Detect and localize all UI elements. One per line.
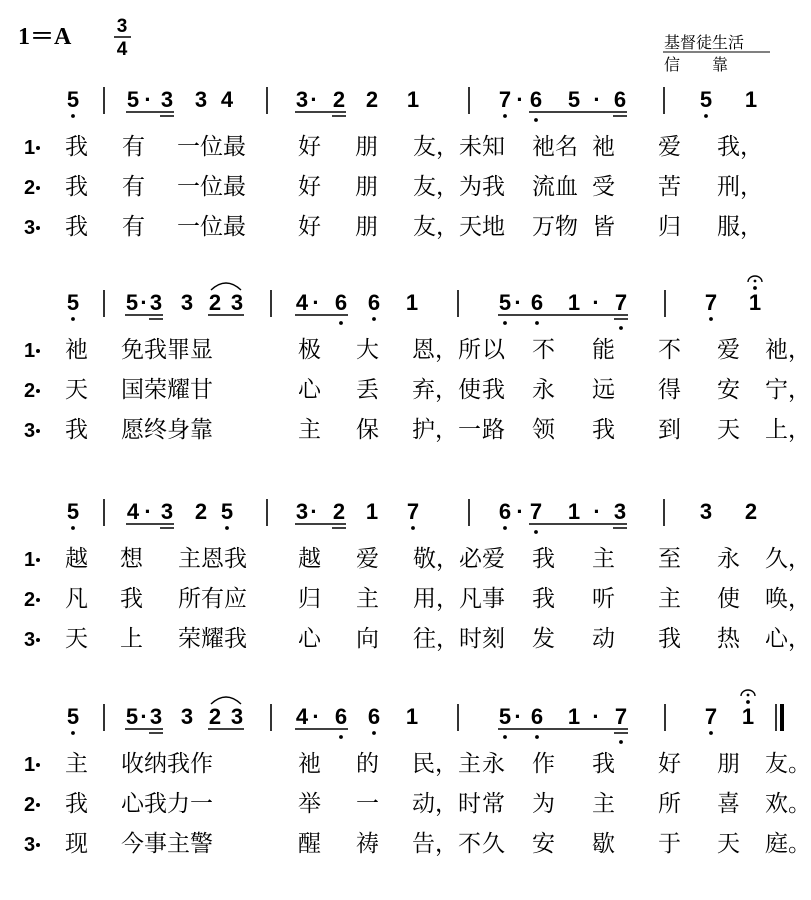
octave-dot-low [534, 118, 538, 122]
verse-line [24, 626, 811, 652]
lyric-syllable: 国荣耀甘 [121, 377, 213, 403]
lyric-syllable: 常 [482, 791, 505, 817]
lyric-syllable: 刑， [717, 174, 763, 200]
note-1: 1 [567, 290, 581, 315]
time-signature-top: 3 [116, 16, 128, 37]
lyric-syllable: 久， [765, 546, 811, 572]
lyric-syllable: 天 [65, 377, 88, 403]
lyric-syllable: 一位最 [177, 134, 246, 160]
note-1: 1 [405, 704, 419, 729]
note-1: 1 [744, 87, 758, 112]
note-5: 5 [498, 704, 512, 729]
note-5: 5 [66, 290, 80, 315]
verse-number: 3 [24, 834, 36, 856]
octave-dot-low [534, 530, 538, 534]
augmentation-dot: · [514, 704, 522, 729]
lyric-syllable: 我， [717, 134, 763, 160]
note-4: 4 [220, 87, 234, 112]
note-3: 3 [613, 499, 627, 524]
lyric-syllable: 天 [65, 626, 88, 652]
verse-number-dot [36, 186, 40, 190]
note-5: 5 [125, 290, 139, 315]
lyric-syllable: 好 [298, 174, 321, 200]
lyric-syllable: 友。 [765, 751, 811, 777]
lyric-syllable: 我 [65, 174, 88, 200]
augmentation-dot: · [516, 499, 524, 524]
lyric-syllable: 好 [658, 751, 681, 777]
verse-number: 3 [24, 420, 36, 442]
augmentation-dot: · [514, 290, 522, 315]
verse-number: 1 [24, 754, 36, 776]
lyric-syllable: 远 [592, 377, 615, 403]
lyric-syllable: 所有应 [178, 586, 247, 612]
note-2: 2 [332, 87, 346, 112]
lyric-syllable: 心， [765, 626, 811, 652]
note-6: 6 [334, 290, 348, 315]
lyric-syllable: 皆 [592, 214, 615, 240]
note-5: 5 [498, 290, 512, 315]
note-2: 2 [208, 704, 222, 729]
lyric-syllable: 现 [65, 831, 88, 857]
lyric-syllable: 至 [658, 546, 681, 572]
note-5: 5 [567, 87, 581, 112]
note-7: 7 [529, 499, 543, 524]
verse-line [24, 174, 763, 200]
lyric-syllable: 我 [532, 546, 555, 572]
lyric-syllable: 主 [658, 586, 681, 612]
lyric-syllable: 天 [717, 831, 740, 857]
lyric-syllable: 大 [356, 337, 379, 363]
lyric-syllable: 作 [532, 751, 555, 777]
lyric-syllable: 我 [120, 586, 143, 612]
lyric-syllable: 欢。 [765, 791, 811, 817]
lyric-syllable: 我 [65, 134, 88, 160]
lyric-syllable: 弃，使 [412, 377, 481, 403]
octave-dot-low [339, 321, 343, 325]
octave-dot-low [71, 317, 75, 321]
lyric-syllable: 一 [356, 791, 379, 817]
lyric-syllable: 有 [122, 214, 145, 240]
note-7: 7 [614, 704, 628, 729]
lyric-syllable: 我 [658, 626, 681, 652]
lyric-syllable: 丢 [356, 377, 379, 403]
lyric-syllable: 为 [532, 791, 555, 817]
verse-line [24, 791, 811, 817]
note-6: 6 [334, 704, 348, 729]
slur [211, 283, 241, 290]
score-header [18, 16, 770, 74]
lyric-syllable: 朋 [355, 134, 378, 160]
octave-dot-low [372, 317, 376, 321]
octave-dot-low [411, 526, 415, 530]
octave-dot-low [225, 526, 229, 530]
note-6: 6 [530, 290, 544, 315]
verse-line [24, 337, 811, 363]
lyric-syllable: 动 [592, 626, 615, 652]
lyric-syllable: 友，为 [413, 174, 482, 200]
verse-number: 2 [24, 794, 36, 816]
lyric-syllable: 路 [482, 417, 505, 443]
octave-dot-low [709, 731, 713, 735]
lyric-syllable: 我 [482, 174, 505, 200]
note-3: 3 [160, 87, 174, 112]
lyric-syllable: 祂 [592, 134, 615, 160]
lyric-syllable: 愿终身靠 [121, 417, 213, 443]
octave-dot-low [619, 326, 623, 330]
verse-number-dot [36, 763, 40, 767]
lyric-syllable: 以 [482, 337, 505, 363]
octave-dot-high [753, 286, 757, 290]
verse-number-dot [36, 598, 40, 602]
lyric-syllable: 归 [298, 586, 321, 612]
lyric-syllable: 今事主警 [121, 831, 213, 857]
lyric-syllable: 有 [122, 174, 145, 200]
lyric-syllable: 敬，必 [413, 546, 482, 572]
time-signature-bottom: 4 [116, 39, 128, 60]
lyric-syllable: 主 [65, 751, 88, 777]
note-3: 3 [160, 499, 174, 524]
lyric-syllable: 民，主 [412, 751, 481, 777]
octave-dot-low [71, 731, 75, 735]
octave-dot-low [535, 321, 539, 325]
lyric-syllable: 我 [65, 417, 88, 443]
note-4: 4 [126, 499, 140, 524]
note-6: 6 [498, 499, 512, 524]
lyric-syllable: 向 [356, 626, 379, 652]
lyric-syllable: 地 [482, 214, 505, 240]
lyric-syllable: 不 [532, 337, 555, 363]
lyric-syllable: 知 [482, 134, 505, 160]
verse-number: 2 [24, 589, 36, 611]
lyric-syllable: 祂 [298, 751, 321, 777]
lyric-syllable: 事 [482, 586, 505, 612]
lyric-syllable: 永 [717, 546, 740, 572]
note-4: 4 [295, 290, 309, 315]
note-2: 2 [744, 499, 758, 524]
fermata-dot [747, 694, 750, 697]
octave-dot-low [503, 114, 507, 118]
octave-dot-low [704, 114, 708, 118]
note-2: 2 [365, 87, 379, 112]
lyric-syllable: 主 [298, 417, 321, 443]
lyric-syllable: 友，未 [413, 134, 482, 160]
lyric-syllable: 的 [356, 751, 379, 777]
lyric-syllable: 热 [717, 626, 740, 652]
verse-number-dot [36, 558, 40, 562]
augmentation-dot: · [140, 704, 148, 729]
lyric-syllable: 一位最 [177, 174, 246, 200]
note-1: 1 [406, 87, 420, 112]
augmentation-dot: · [140, 290, 148, 315]
augmentation-dot: · [310, 87, 318, 112]
verse-number-dot [36, 638, 40, 642]
lyric-syllable: 刻 [482, 626, 505, 652]
verse-line [24, 134, 763, 160]
note-6: 6 [530, 704, 544, 729]
lyric-syllable: 服， [717, 214, 763, 240]
lyric-syllable: 唤， [765, 586, 811, 612]
note-5: 5 [699, 87, 713, 112]
lyric-syllable: 于 [658, 831, 681, 857]
note-7: 7 [704, 704, 718, 729]
note-2: 2 [332, 499, 346, 524]
lyric-syllable: 动，时 [412, 791, 481, 817]
octave-dot-low [709, 317, 713, 321]
note-6: 6 [367, 704, 381, 729]
lyric-syllable: 不 [658, 337, 681, 363]
lyric-syllable: 祂 [65, 337, 88, 363]
augmentation-dot: · [312, 290, 320, 315]
lyric-syllable: 恩，所 [412, 337, 481, 363]
note-2: 2 [194, 499, 208, 524]
note-4: 4 [295, 704, 309, 729]
lyric-syllable: 收纳我作 [121, 751, 213, 777]
lyric-syllable: 爱 [658, 134, 681, 160]
lyric-syllable: 用，凡 [413, 586, 482, 612]
verse-number-dot [36, 146, 40, 150]
score-system [24, 276, 811, 443]
lyric-syllable: 越 [298, 546, 321, 572]
note-1: 1 [405, 290, 419, 315]
note-7: 7 [614, 290, 628, 315]
octave-dot-low [71, 114, 75, 118]
verse-number-dot [36, 349, 40, 353]
lyric-syllable: 到 [658, 417, 681, 443]
augmentation-dot: · [592, 704, 600, 729]
lyric-syllable: 流血 [532, 174, 578, 200]
note-3: 3 [149, 704, 163, 729]
note-5: 5 [125, 704, 139, 729]
lyric-syllable: 庭。 [765, 831, 811, 857]
lyric-syllable: 主 [592, 546, 615, 572]
lyric-syllable: 朋 [355, 174, 378, 200]
lyric-syllable: 天 [717, 417, 740, 443]
note-7: 7 [498, 87, 512, 112]
lyric-syllable: 保 [356, 417, 379, 443]
slur [211, 697, 241, 704]
lyric-syllable: 万物 [532, 214, 578, 240]
lyric-syllable: 免我罪显 [121, 337, 213, 363]
lyric-syllable: 宁， [765, 377, 811, 403]
note-3: 3 [149, 290, 163, 315]
lyric-syllable: 告，不 [412, 831, 481, 857]
augmentation-dot: · [593, 499, 601, 524]
verse-line [24, 546, 811, 572]
note-1: 1 [567, 704, 581, 729]
augmentation-dot: · [592, 290, 600, 315]
note-7: 7 [704, 290, 718, 315]
note-1: 1 [567, 499, 581, 524]
augmentation-dot: · [593, 87, 601, 112]
note-3: 3 [699, 499, 713, 524]
lyric-syllable: 安 [532, 831, 555, 857]
lyric-syllable: 久 [482, 831, 505, 857]
lyric-syllable: 护，一 [412, 417, 481, 443]
note-3: 3 [295, 499, 309, 524]
lyric-syllable: 好 [298, 214, 321, 240]
note-3: 3 [180, 704, 194, 729]
note-3: 3 [194, 87, 208, 112]
lyric-syllable: 受 [592, 174, 615, 200]
lyric-syllable: 得 [658, 377, 681, 403]
lyric-syllable: 心 [298, 377, 321, 403]
lyric-syllable: 爱 [356, 546, 379, 572]
note-3: 3 [230, 704, 244, 729]
lyric-syllable: 好 [298, 134, 321, 160]
verse-line [24, 831, 811, 857]
verse-number-dot [36, 843, 40, 847]
lyric-syllable: 祂， [765, 337, 811, 363]
note-6: 6 [529, 87, 543, 112]
verse-line [24, 417, 811, 443]
lyric-syllable: 醒 [298, 831, 321, 857]
verse-line [24, 751, 811, 777]
lyric-syllable: 往，时 [413, 626, 482, 652]
lyric-syllable: 我 [65, 791, 88, 817]
note-5: 5 [126, 87, 140, 112]
verse-line [24, 377, 811, 403]
tune-name: 信 靠 [664, 55, 729, 74]
lyric-syllable: 祷 [356, 831, 379, 857]
lyric-syllable: 朋 [717, 751, 740, 777]
lyric-syllable: 领 [532, 417, 555, 443]
lyric-syllable: 心我力一 [121, 791, 213, 817]
lyric-syllable: 归 [658, 214, 681, 240]
lyric-syllable: 能 [592, 337, 615, 363]
lyric-syllable: 听 [592, 586, 615, 612]
octave-dot-low [503, 321, 507, 325]
verse-line [24, 586, 811, 612]
note-3: 3 [180, 290, 194, 315]
lyric-syllable: 我 [592, 751, 615, 777]
lyric-syllable: 友，天 [413, 214, 482, 240]
note-5: 5 [66, 704, 80, 729]
octave-dot-low [503, 526, 507, 530]
lyric-syllable: 歇 [592, 831, 615, 857]
augmentation-dot: · [144, 87, 152, 112]
source-credit: 基督徒生活 [664, 33, 745, 52]
lyric-syllable: 我 [482, 377, 505, 403]
lyric-syllable: 有 [122, 134, 145, 160]
fermata-dot [754, 280, 757, 283]
augmentation-dot: · [516, 87, 524, 112]
note-5: 5 [66, 499, 80, 524]
verse-number: 3 [24, 629, 36, 651]
lyric-syllable: 苦 [658, 174, 681, 200]
score-system [24, 87, 763, 240]
augmentation-dot: · [312, 704, 320, 729]
note-3: 3 [295, 87, 309, 112]
octave-dot-high [746, 700, 750, 704]
verse-number: 1 [24, 137, 36, 159]
lyric-syllable: 上， [765, 417, 811, 443]
note-3: 3 [230, 290, 244, 315]
verse-number-dot [36, 226, 40, 230]
verse-line [24, 214, 763, 240]
lyric-syllable: 心 [298, 626, 321, 652]
verse-number-dot [36, 803, 40, 807]
lyric-syllable: 极 [298, 337, 321, 363]
score-systems [24, 87, 811, 857]
lyric-syllable: 想 [120, 546, 143, 572]
verse-number: 3 [24, 217, 36, 239]
lyric-syllable: 发 [532, 626, 555, 652]
lyric-syllable: 所 [658, 791, 681, 817]
lyric-syllable: 爱 [717, 337, 740, 363]
augmentation-dot: · [310, 499, 318, 524]
note-7: 7 [406, 499, 420, 524]
note-5: 5 [66, 87, 80, 112]
lyric-syllable: 我 [65, 214, 88, 240]
verse-number: 2 [24, 380, 36, 402]
lyric-syllable: 永 [532, 377, 555, 403]
score-system [24, 690, 811, 857]
lyric-syllable: 越 [65, 546, 88, 572]
verse-number: 1 [24, 549, 36, 571]
lyric-syllable: 祂名 [532, 134, 578, 160]
octave-dot-low [535, 735, 539, 739]
lyric-syllable: 使 [717, 586, 740, 612]
lyric-syllable: 喜 [717, 791, 740, 817]
lyric-syllable: 安 [717, 377, 740, 403]
lyric-syllable: 我 [532, 586, 555, 612]
lyric-syllable: 主 [356, 586, 379, 612]
note-6: 6 [367, 290, 381, 315]
lyric-syllable: 永 [482, 751, 505, 777]
lyric-syllable: 我 [592, 417, 615, 443]
note-2: 2 [208, 290, 222, 315]
octave-dot-low [372, 731, 376, 735]
score-system [24, 499, 811, 652]
lyric-syllable: 上 [120, 626, 143, 652]
note-6: 6 [613, 87, 627, 112]
lyric-syllable: 举 [298, 791, 321, 817]
verse-number-dot [36, 389, 40, 393]
octave-dot-low [619, 740, 623, 744]
note-1: 1 [748, 290, 762, 315]
octave-dot-low [503, 735, 507, 739]
augmentation-dot: · [144, 499, 152, 524]
note-1: 1 [741, 704, 755, 729]
key-signature: 1＝A [18, 24, 72, 50]
lyric-syllable: 凡 [65, 586, 88, 612]
lyric-syllable: 主恩我 [178, 546, 247, 572]
lyric-syllable: 一位最 [177, 214, 246, 240]
note-5: 5 [220, 499, 234, 524]
octave-dot-low [71, 526, 75, 530]
octave-dot-low [339, 735, 343, 739]
lyric-syllable: 朋 [355, 214, 378, 240]
verse-number: 2 [24, 177, 36, 199]
verse-number: 1 [24, 340, 36, 362]
lyric-syllable: 主 [592, 791, 615, 817]
lyric-syllable: 爱 [482, 546, 505, 572]
verse-number-dot [36, 429, 40, 433]
lyric-syllable: 荣耀我 [178, 626, 247, 652]
note-1: 1 [365, 499, 379, 524]
